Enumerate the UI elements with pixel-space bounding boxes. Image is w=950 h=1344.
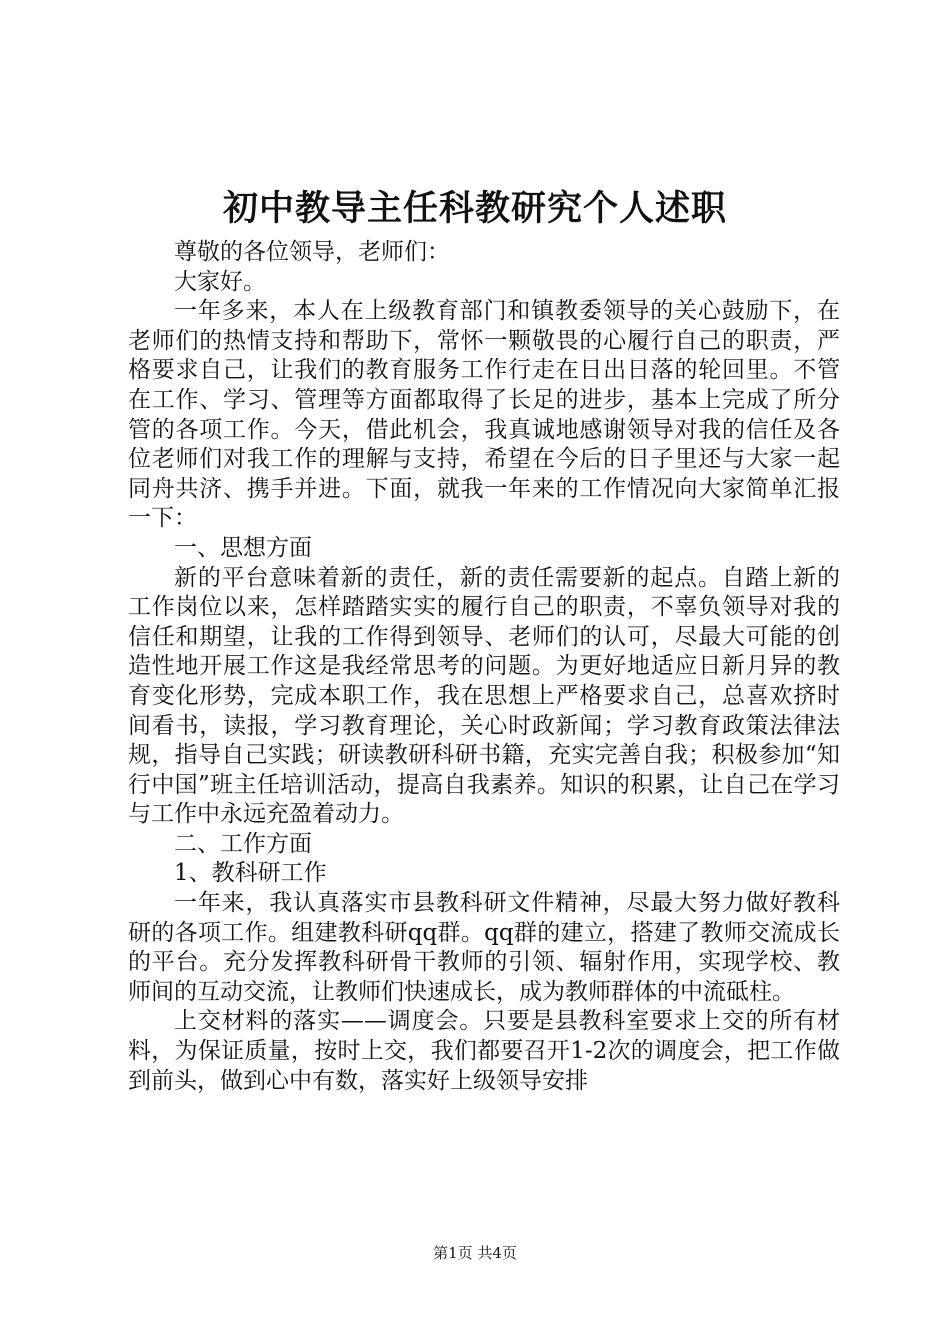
paragraph-greeting: 大家好。 — [174, 268, 266, 295]
document-body — [128, 238, 840, 1096]
paragraph-intro: 一年多来，本人在上级教育部门和镇教委领导的关心鼓励下，在老师们的热情支持和帮助下，常怀一颗敬畏的心履行自己的职责，严格要求自己，让我们的教育服务工作行走在日出日落的轮回里。不管在工作、学习、管理等方面都取得了长足的进步，基本上完成了所分管的各项工作。今天，借此机会，我真诚地感谢领导对我的信任及各位老师们对我工作的理解与支持，希望在今后的日子里还与大家一起同舟共济、携手并进。下面，就我一年来的工作情况向大家简单汇报一下： — [128, 298, 840, 532]
page-footer: 第1页 共4页 — [433, 1244, 517, 1262]
paragraph-thought: 新的平台意味着新的责任，新的责任需要新的起点。自踏上新的工作岗位以来，怎样踏踏实实的履行自己的职责，不辜负领导对我的信任和期望，让我的工作得到领导、老师们的认可，尽最大可能的创造性地开展工作这是我经常思考的问题。为更好地适应日新月异的教育变化形势，完成本职工作，我在思想上严格要求自己，总喜欢挤时间看书，读报，学习教育理论，关心时政新闻；学习教育政策法律法规，指导自己实践；研读教研科研书籍，充实完善自我；积极参加“知行中国”班主任培训活动，提高自我素养。知识的积累，让自己在学习与工作中永远充盈着动力。 — [128, 564, 840, 828]
subsection-heading-research: 1、教科研工作 — [174, 860, 327, 887]
section-heading-thought: 一、思想方面 — [174, 534, 312, 561]
paragraph-materials: 上交材料的落实——调度会。只要是县教科室要求上交的所有材料，为保证质量，按时上交，我们都要召开1-2次的调度会，把工作做到前头，做到心中有数，落实好上级领导安排 — [128, 1008, 840, 1094]
paragraph-salutation: 尊敬的各位领导，老师们： — [174, 239, 450, 265]
document-title: 初中教导主任科教研究个人述职 — [222, 188, 727, 229]
section-heading-work: 二、工作方面 — [174, 830, 312, 857]
paragraph-research: 一年来，我认真落实市县教科研文件精神，尽最大努力做好教科研的各项工作。组建教科研qq群。qq群的建立，搭建了教师交流成长的平台。充分发挥教科研骨干教师的引领、辐射作用，实现学校、教师间的互动交流，让教师们快速成长，成为教师群体的中流砥柱。 — [128, 890, 840, 1005]
